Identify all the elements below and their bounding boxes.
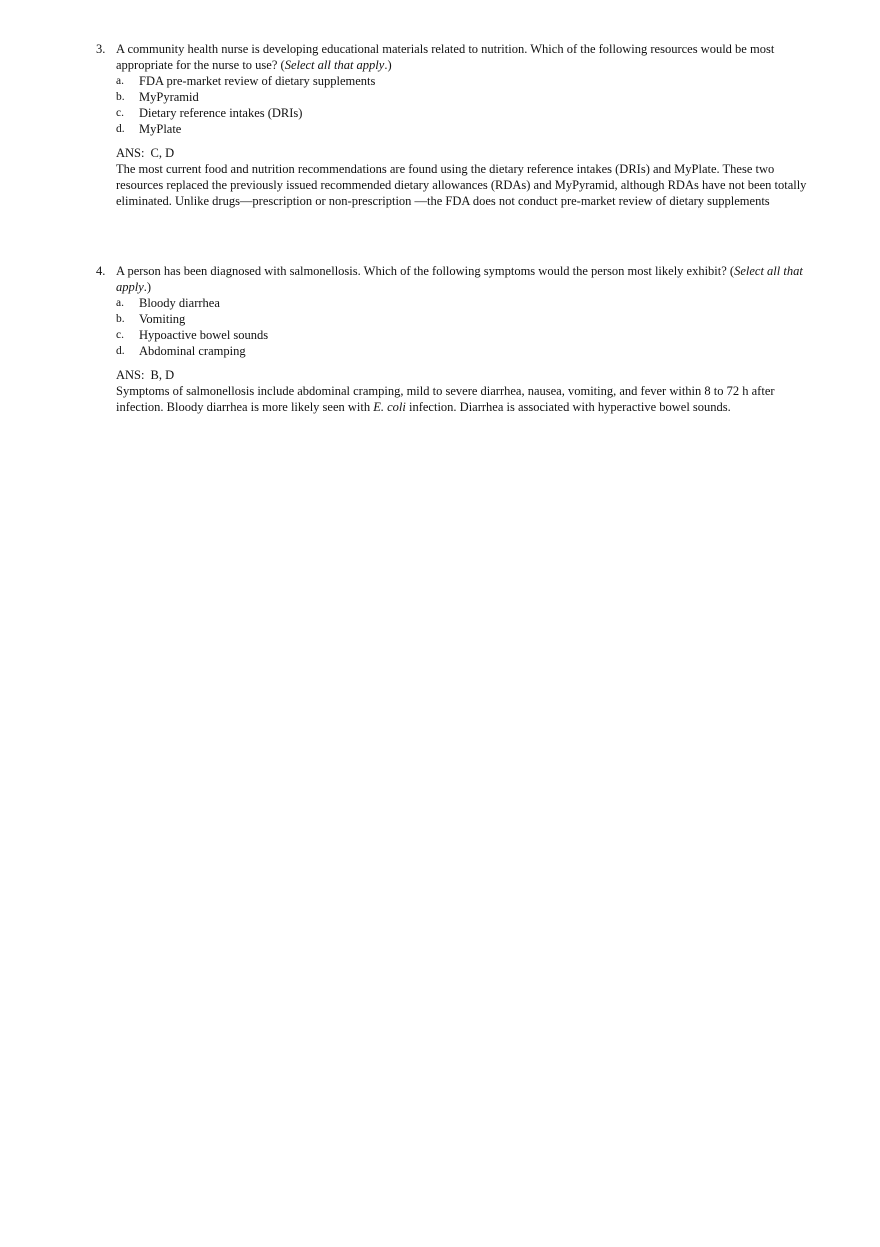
rationale-text-end: infection. Diarrhea is associated with hyperactive bowel sounds. [405, 400, 731, 414]
option-text: Dietary reference intakes (DRIs) [139, 106, 303, 120]
answer-letters: B, D [150, 368, 175, 382]
rationale [116, 383, 824, 415]
question-number: 4. [96, 264, 106, 278]
option-text: MyPyramid [139, 90, 199, 104]
rationale-text: Symptoms of salmonellosis include abdominal cramping, mild to severe diarrhea, nausea, vomiting, and fever within 8 to 72 h after infection. Bloody diarrhea is more likely seen with [116, 384, 775, 414]
question-stem [116, 263, 824, 295]
question-body [116, 41, 824, 209]
option-text: Abdominal cramping [139, 344, 246, 358]
answer-options [116, 295, 824, 359]
option-b [116, 89, 824, 105]
question-number: 3. [96, 42, 106, 56]
option-letter: c. [116, 329, 124, 341]
option-text: FDA pre-market review of dietary supplements [139, 74, 376, 88]
option-d [116, 343, 824, 359]
question-4 [96, 263, 824, 415]
option-d [116, 121, 824, 137]
stem-text-end: .) [384, 58, 392, 72]
option-text: Bloody diarrhea [139, 296, 220, 310]
rationale: The most current food and nutrition recommendations are found using the dietary reference intakes (DRIs) and MyPlate. These two resources replaced the previously issued recommended dietary allowances (RDAs) and MyPyramid, although RDAs have not been totally eliminated. Unlike drugs—prescription or non-prescription —the FDA does not conduct pre-market review of dietary supplements [116, 162, 807, 208]
option-text: Hypoactive bowel sounds [139, 328, 269, 342]
option-letter: a. [116, 297, 124, 309]
option-letter: a. [116, 75, 124, 87]
answer-key [116, 367, 824, 383]
rationale-italic-text: E. coli [373, 400, 406, 414]
question-stem [116, 41, 824, 73]
option-letter: b. [116, 313, 125, 325]
answer-label: ANS: [116, 146, 145, 160]
stem-text: A community health nurse is developing educational materials related to nutrition. Which of the following resources would be most appropriate for the nurse to use? ( [116, 42, 775, 72]
option-b [116, 311, 824, 327]
option-a [116, 73, 824, 89]
stem-text-end: .) [143, 280, 152, 294]
answer-options [116, 73, 824, 137]
option-text: Vomiting [139, 312, 186, 326]
option-a [116, 295, 824, 311]
option-letter: d. [116, 123, 125, 135]
option-letter: c. [116, 107, 124, 119]
answer-letters: C, D [150, 146, 175, 160]
option-text: MyPlate [139, 122, 182, 136]
stem-italic-text: Select all that apply [284, 58, 385, 72]
answer-label: ANS: [116, 368, 145, 382]
stem-text: A person has been diagnosed with salmonellosis. Which of the following symptoms would the person most likely exhibit? ( [116, 264, 735, 278]
option-letter: b. [116, 91, 125, 103]
option-c [116, 105, 824, 121]
option-letter: d. [116, 345, 125, 357]
stem-italic-text: Select all that apply [116, 264, 803, 294]
question-3 [96, 41, 824, 209]
question-body [116, 263, 824, 415]
answer-key [116, 145, 824, 161]
option-c [116, 327, 824, 343]
